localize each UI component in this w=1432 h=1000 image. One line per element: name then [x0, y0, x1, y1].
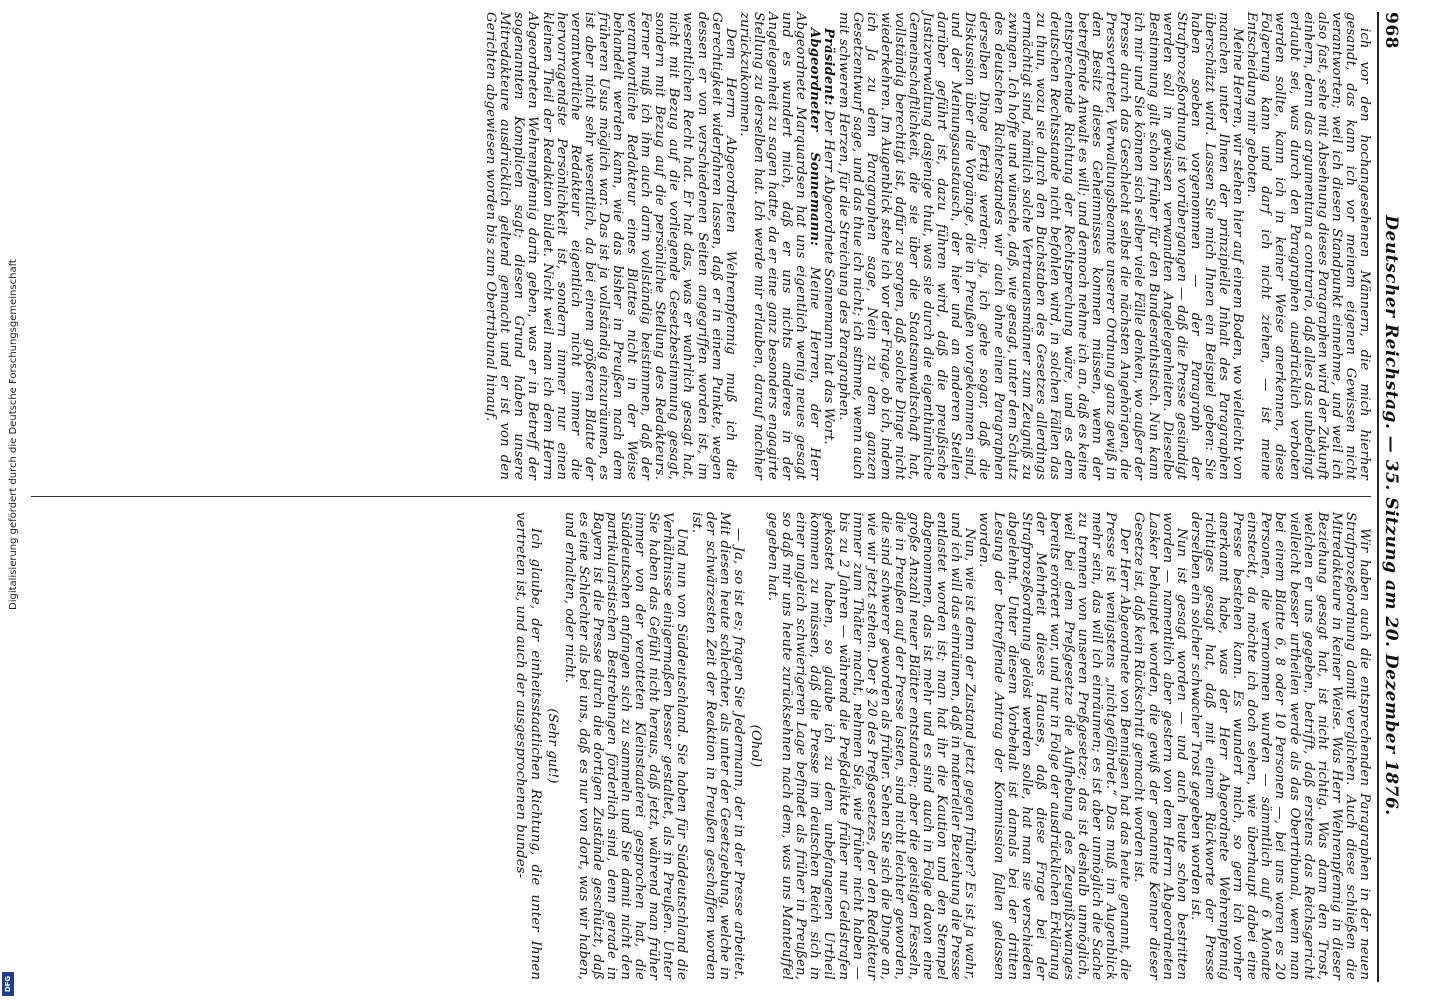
speech-text: Der Herr Abgeordnete Sonnemann hat das Wort. [821, 109, 837, 445]
paragraph: ich vor den hochangesehenen Männern, die mich hierher gesandt, das kann ich vor meinem eigenen Gewissen nicht verantworten; weil ich diesen Standpunkt einnehme, und weil ich also fast, sehe mit Absehnung dieses Paragraphen wird der Zukunft einhern, denn das argumentum a contrario, daß alles das unbedingt erlaubt sei, was durch den Paragraphen ausdrücklich verboten werden sollte, kann ich in keiner Weise anerkennen, diese Folgerung kann und darf ich nicht ziehen, — ist meine Entscheidung mir geboten. [1244, 12, 1372, 480]
page-title: Deutscher Reichstag. — 35. Sitzung am 20. Dezember 1876. [1381, 215, 1401, 816]
paragraph: Ich glaube, der einheitsstaatlichen Richtung, die unter Ihnen vertreten ist, und auch der ausgesprochenen bundes- [513, 512, 543, 980]
digitization-credit: Digitalisierung gefördert durch die Deutsche Forschungsgemeinschaft [8, 259, 19, 610]
page-number: 968 [1381, 12, 1401, 49]
paragraph: Dem Herrn Abgeordneten Wehrenpfennig muß ich die Gerechtigkeit widerfahren lassen, daß er in einem Punkte, wegen dessen er von verschiedenen Seiten angegriffen worden ist, im wesentlichen Recht hat. Er hat das, was er wahrlich gesagt hat, nicht mit Bezug auf die vorliegende Gesetzbestimmung gesagt, sondern mit Bezug auf die persönliche Stellung des Redakteurs. Ferner muß ich ihm auch darin vollständig beistimmen, daß der verantwortliche Redakteur eines Blattes nicht in der Weise behandelt werden kann, wie das bisher in Preußen nach dem früheren Usus möglich war. Das ist ja vollständig einzuräumen, es ist aber nicht sehr wesentlich, da bei einem größeren Blatte der verantwortliche Redakteur eigentlich nicht immer die hervorragendste Persönlichkeit ist, sondern immer nur einen kleinen Theil der Redaktion bildet. Nicht weil man ich dem Herrn Abgeordneten Wehrenpfennig darin geben, was er in Betreff der sogenannten Komplicen sagt; diesen Grund haben unsere Mitredakteure ausdrücklich geltend gemacht und er ist von den Gerichten abgewiesen worden bis zum Obertribunal hinauf. [483, 12, 738, 480]
speaker-paragraph [737, 12, 822, 480]
speaker-name: Präsident: [821, 28, 837, 106]
interjection: (Ohol) [747, 724, 763, 768]
paragraph: — Ja, so ist es; fragen Sie Jedermann, der in der Presse arbeitet. Mit diesen heute schlechter, als unter der Gesetzgebung, welche in der schwärzesten Zeit der Reaktion in Preußen geschaffen worden ist. [688, 512, 746, 980]
rotated-newspaper-sheet [25, 12, 1405, 982]
paragraph: Wir haben auch die entsprechenden Paragraphen in der neuen Strafprozeßordnung damit verglichen. Auch diese schließen die Mitredakteure in keiner Weise. Was Herr Wehrenpfennig in dieser Beziehung gesagt hat, ist nicht richtig. Was dann den Trost, welchen er uns gegeben, betrifft, daß erstens das Reichsgericht vielleicht besser urtheilen werde als das Obertribunal, wenn man bei einem Blatte 6, 8 oder 10 Personen —, bei uns waren es 20 Personen, die vernommen wurden — sämmtlich auf 6 Monate einsteckt, da möchte ich doch sehen, wie überhaupt dabei eine Presse bestehen kann. Es wundert mich, so gern ich vorher anerkannt habe, was der Herr Abgeordnete Wehrenpfennig richtiges gesagt hat, daß mit einem Rückworte der Presse derselben ein solcher schwacher Trost gegeben worden ist. [1187, 512, 1372, 980]
column-divider [31, 496, 1371, 497]
paragraph: Nun ist gesagt worden — und auch heute schon bestritten worden — namentlich aber gestern von dem Herrn Abgeordneten Lasker behauptet worden, die gewiß der genannte Kenner dieser Gesetze ist, daß kein Rückschritt gemacht worden ist. [1131, 512, 1189, 980]
interjection: (Sehr gut!) [544, 708, 560, 784]
paragraph: Der Herr Abgeordnete von Bennigsen hat das heute genannt, die Presse ist wenigstens „nichtgefährdet.“ Das muß im Augenblick mehr sein, das will ich einräumen; es ist aber unmöglich die Sache zu trennen von unseren Preßgesetze; das ist deshalb unmöglich, weil bei dem Preßgesetze die Aufhebung des Zeugnißzwanges bereits erörtert war, und nur in Folge der ausdrücklichen Erklärung der Mehrheit dieses Hauses, daß diese Frage bei der Strafprozeßordnung gelöst werden solle, hat man sie verschieden abgelehnt. Unter diesem Vorbehalt ist damals bei der dritten Lesung der betreffende Antrag der Kommission fallen gelassen worden. [976, 512, 1133, 980]
paragraph: Und nun von Süddeutschland. Sie haben für Süddeutschland die Verhältnisse einigermaßen besser gestaltet, als in Preußen. Unter Sie haben das Gefühl nicht heraus, daß jetzt, während man früher immer von der verotteten Kleinstaaterei gesprochen hat, die Süddeutschen anfangen sich zu sammeln und Sie damit nicht den partikularistischen Bestrebungen förderlich sind, denn gerade in Bayern ist die Presse durch die dortigen Zustände geschützt, daß es eine Schlechter als bei uns, daß es nur von dort, was wir haben, und erhalten, oder nicht. [561, 512, 690, 980]
speech-text: Meine Herren, der Herr Abgeordnete Marquardsen hat uns eigentlich wenig neues gesagt und es wundert mich, daß er uns nichts anderes in der Angelegenheit zu sagen hatte, da er eine ganz besonders engagirte Stellung zu derselben hat. Ich werde mir erlauben, darauf nachher zurückzukommen. [736, 12, 823, 480]
left-column [483, 12, 1371, 480]
right-column [513, 512, 1371, 980]
paragraph: Meine Herren, wir stehen hier auf einem Boden, wo vielleicht von manchen unter Ihnen der prinzipielle Inhalt des Paragraphen überschätzt wird. Lassen Sie mich Ihnen ein Beispiel geben: Sie haben soeben vorgenommen — der Paragraph der Strafprozeßordnung ist vorübergangen — daß die Presse gesündigt werden soll in gewissen verwandten Angelegenheiten. Dieselbe Bestimmung gilt schon früher für den Bundesrathstisch. Nun kann ich mir und Sie können sich selber viele Fälle denken, wo außer der Presse durch das Geschlecht selbst die nächsten Angehörigen, die Pressvertreter, Verwaltungsbeamte unserer Ordnung ganz gewiß in den Besitz dieses Geheimnisses kommen müssen, wenn der betreffende Anwalt es will; und dennoch nehme ich an, daß es keine entsprechende Richtung der Rechtsprechung wäre, und es dem deutschen Rechtsstande nicht befohlen wird, in solchen Fällen das zu thun, wozu sie durch den Buchstaben des Gesetzes allerdings ermächtigt sind, nämlich solche Vertrauensmänner zum Zeugniß zu zwingen. Ich hoffe und wünsche, daß, wie gesagt, unter dem Schutz des deutschen Richterstandes wir auch ohne einen Paragraphen derselben Dinge fertig werden; ja, ich gehe sogar, daß die Diskussion über die Vorgänge, die in Preußen vorgekommen sind, und der Meinungsaustausch, der hier und an anderen Stellen darüber geführt ist, dazu führen wird, daß die preußische Justizverwaltung dasjenige thut, was sie durch die eigenthümliche Gemeinschaftlichkeit, die sie über die Staatsanwaltschaft hat, vollständig berechtigt ist, dafür zu sorgen, daß solche Dinge nicht wiederkehren. Im Augenblick stehe ich vor der Frage, ob ich, indem ich Ja zu dem Paragraphen sage, Nein zu dem ganzen Gesetzentwurf sage, und das thue ich nicht; ich stimme, wenn auch mit schwerem Herzen, für die Streichung des Paragraphen. [835, 12, 1246, 480]
dfg-logo [2, 972, 14, 996]
speaker-paragraph [821, 12, 835, 480]
dfg-logo-text: DFG [4, 975, 12, 993]
speaker-name: Abgeordneter Sonnemann: [807, 28, 823, 247]
page-header [1377, 12, 1405, 982]
paragraph: Nun, wie ist denn der Zustand jetzt gegen früher? Es ist ja wahr, und ich will das einräumen, daß in materieller Beziehung die Presse entlastet worden ist; man hat ihr die Kaution und den Stempel abgenommen, das ist mehr und es sind auch in Folge davon eine große Anzahl neuer Blätter entstanden; aber die geistigen Fesseln, die in Preußen auf der Presse lasten, sind nicht leichter geworden, die sind schwerer geworden als früher. Sehen Sie sich die Dinge an, wie wir jetzt stehen. Der § 20 des Preßgesetzes, der den Redakteur immer zum Thäter macht, nehmen Sie, wie früher nicht haben — bis zu 2 Jahren — während die Preßdelikte früher nur Geldstrafen gekostet haben, so glaube ich zu dem unbefangenen Urtheil kommen zu müssen, daß die Presse im deutschen Reich sich in einer ungleich schwierigeren Lage befindet als früher in Preußen, so daß mir uns heute zurücksehnen nach dem, was uns Manteuffel gegeben hat. [765, 512, 978, 981]
